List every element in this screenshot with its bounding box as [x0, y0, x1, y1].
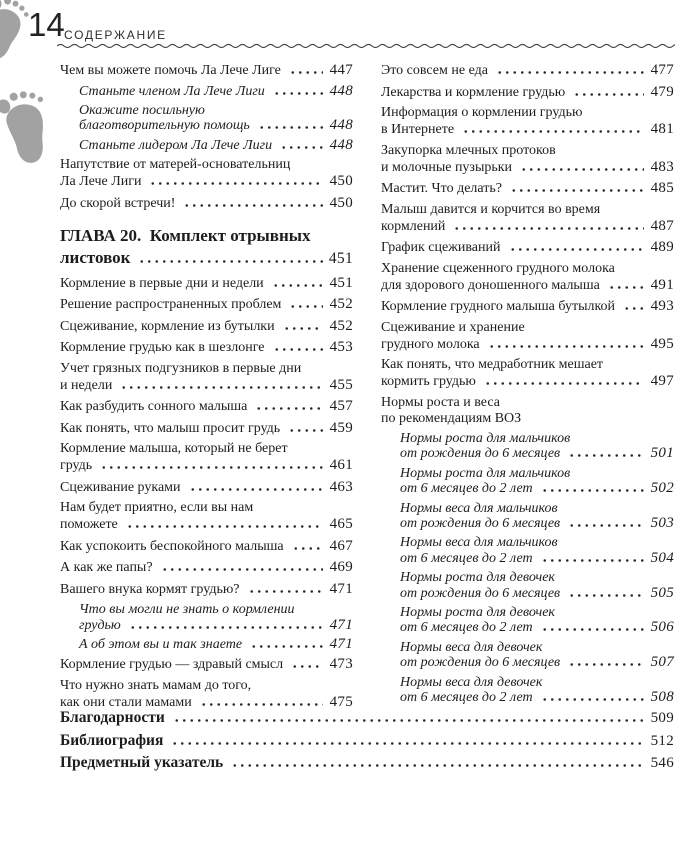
dot-leader [287, 303, 323, 308]
page-title: СОДЕРЖАНИЕ [64, 28, 167, 42]
toc-entry [381, 202, 674, 235]
toc-page-ref: 467 [329, 537, 353, 554]
toc-page-ref: 495 [650, 335, 674, 352]
toc-entry-title: в Интернете [381, 122, 455, 137]
toc-entry-title: Сцеживание руками [60, 479, 181, 495]
toc-entry-title: от 6 месяцев до 2 лет [400, 620, 533, 636]
toc-entry-title: Лекарства и кормление грудью [381, 84, 566, 100]
toc-entry [381, 431, 674, 462]
dot-leader [248, 643, 323, 648]
toc-page-ref: 447 [329, 62, 353, 78]
dot-leader [507, 246, 645, 251]
toc-entry-title: от рождения до 6 месяцев [400, 446, 561, 462]
dot-leader [606, 284, 644, 289]
toc-left-column [60, 62, 353, 715]
toc-entry-title: Библиография [60, 731, 164, 749]
toc-page-ref: 487 [650, 217, 674, 234]
dot-leader [486, 343, 644, 348]
toc-entry-line: Сцеживание и хранение [381, 319, 525, 335]
toc-entry-title: от рождения до 6 месяцев [400, 516, 561, 532]
dot-leader [566, 522, 644, 527]
toc-entry-title: Кормление грудного малыша бутылкой [381, 299, 616, 314]
toc-page-ref: 501 [650, 445, 674, 462]
dot-leader [566, 452, 644, 457]
dot-leader [539, 487, 644, 492]
toc-entry [381, 357, 674, 390]
toc-entry [381, 261, 674, 294]
toc-page-ref: 453 [329, 339, 353, 356]
toc-entry [60, 62, 353, 79]
toc-entry [381, 675, 674, 706]
dot-leader [270, 282, 323, 287]
dot-leader [289, 663, 323, 668]
toc-entry [381, 605, 674, 636]
toc-entry-title: листовок [60, 247, 131, 267]
toc-entry [381, 84, 674, 101]
toc-entry [60, 538, 353, 555]
toc-entry-line: Нормы веса для мальчиков [400, 500, 558, 516]
toc-entry [60, 420, 353, 437]
toc-page-ref: 471 [329, 635, 353, 652]
toc-entry [381, 640, 674, 671]
toc-page-ref: 485 [650, 180, 674, 196]
toc-entry-line: Кормление малыша, который не берет [60, 441, 288, 457]
toc-page-ref: 448 [329, 117, 353, 134]
dot-leader [539, 557, 644, 562]
toc-page-ref: 475 [329, 693, 353, 710]
toc-page-ref: 483 [650, 158, 674, 175]
toc-entry-line: Нормы веса для девочек [400, 674, 543, 690]
dot-leader [229, 762, 644, 767]
toc-page-ref: 507 [650, 654, 674, 671]
toc-page-ref: 471 [329, 580, 353, 597]
toc-page-ref: 452 [329, 296, 353, 313]
dot-leader [290, 545, 323, 550]
dot-leader [124, 523, 323, 528]
toc-entry-line: Нормы веса для девочек [400, 639, 543, 655]
toc-entry-title: Предметный указатель [60, 754, 224, 771]
dot-leader [187, 486, 323, 491]
toc-entry-line: Окажите посильную [79, 102, 205, 118]
toc-entry [60, 559, 353, 576]
toc-page-ref: 505 [650, 584, 674, 601]
toc-entry [381, 570, 674, 601]
toc-page-ref: 469 [329, 559, 353, 576]
toc-entry [60, 339, 353, 356]
dot-leader [287, 69, 323, 74]
toc-entry [60, 733, 674, 749]
page-number: 14 [28, 6, 65, 43]
toc-entry [381, 535, 674, 566]
toc-entry-title: от 6 месяцев до 2 лет [400, 690, 533, 706]
dot-leader [482, 380, 644, 385]
toc-entry-line: Нормы роста для мальчиков [400, 431, 571, 446]
toc-page-ref: 465 [329, 516, 353, 533]
toc-entry-title: благотворительную помощь [79, 118, 250, 134]
toc-entry-title: До скорой встречи! [60, 195, 176, 211]
toc-entry [60, 500, 353, 533]
baby-footprint-icon [0, 79, 69, 176]
dot-leader [159, 566, 323, 571]
dot-leader [571, 91, 644, 96]
toc-entry [60, 318, 353, 335]
toc-entry [60, 138, 353, 153]
toc-entry [381, 180, 674, 197]
toc-entry [60, 157, 353, 190]
dot-leader [566, 592, 644, 597]
toc-page-ref: 502 [650, 480, 674, 497]
toc-entry [60, 678, 353, 711]
toc-page-ref: 489 [650, 239, 674, 255]
toc-entry-title: Кормление грудью как в шезлонге [60, 340, 265, 356]
toc-entry-title: Это совсем не еда [381, 63, 488, 78]
toc-entry-line: Напутствие от матерей-основательниц [60, 157, 291, 173]
toc-entry-title: от рождения до 6 месяцев [400, 655, 561, 671]
toc-entry-title: для здорового доношенного малыша [381, 277, 600, 293]
toc-entry [60, 710, 674, 726]
toc-entry [60, 656, 353, 673]
toc-entry-title: от рождения до 6 месяцев [400, 585, 561, 601]
toc-entry-line: Малыш давится и корчится во время [381, 201, 601, 217]
toc-entry-title: по рекомендациям ВОЗ [381, 410, 522, 426]
toc-page-ref: 497 [650, 373, 674, 389]
dot-leader [508, 187, 644, 192]
toc-entry [381, 62, 674, 79]
toc-entry-title: Благодарности [60, 709, 165, 726]
toc-entry-title: Сцеживание, кормление из бутылки [60, 318, 275, 334]
dot-leader [147, 180, 323, 185]
toc-entry [60, 225, 353, 270]
toc-entry [60, 602, 353, 633]
toc-entry [60, 195, 353, 212]
dot-leader [539, 696, 644, 701]
toc-page-ref: 459 [329, 419, 353, 436]
toc-entry-title: Как успокоить беспокойного малыша [60, 538, 284, 554]
toc-page-ref: 471 [329, 616, 353, 633]
dot-leader [198, 701, 323, 706]
toc-page-ref: 448 [329, 136, 353, 153]
toc-page-ref: 546 [650, 755, 674, 771]
toc-entry [60, 275, 353, 292]
dot-leader [460, 128, 644, 133]
toc-entry-title: грудью [79, 617, 121, 633]
toc-entry [381, 239, 674, 256]
toc-entry-title: Решение распространенных проблем [60, 297, 282, 313]
toc-entry-line: Что нужно знать мамам до того, [60, 677, 252, 693]
toc-page-ref: 479 [650, 83, 674, 100]
toc-entry-title: Как понять, что малыш просит грудь [60, 420, 281, 436]
dot-leader [518, 166, 644, 171]
dot-leader [278, 144, 323, 149]
dot-leader [621, 305, 644, 310]
toc-entry-line: ГЛАВА 20. Комплект отрывных [60, 225, 311, 245]
dot-leader [256, 124, 323, 129]
dot-leader [98, 464, 323, 469]
toc-page-ref: 455 [329, 376, 353, 393]
toc-entry [60, 296, 353, 313]
toc-entry-line: Как понять, что медработник мешает [381, 357, 604, 372]
toc-columns [60, 62, 674, 715]
toc-entry-line: Хранение сцеженного грудного молока [381, 260, 615, 276]
toc-entry [60, 361, 353, 394]
toc-entry [60, 398, 353, 415]
toc-page-ref: 493 [650, 298, 674, 314]
dot-leader [566, 661, 644, 666]
toc-page-ref: 491 [650, 276, 674, 293]
toc-entry [381, 395, 674, 427]
dot-leader [253, 405, 323, 410]
toc-entry [381, 105, 674, 138]
toc-page-ref: 452 [329, 317, 353, 334]
dot-leader [118, 384, 323, 389]
toc-page-ref: 451 [328, 249, 353, 267]
toc-entry-title: Станьте лидером Ла Лече Лиги [79, 137, 273, 153]
wavy-divider [57, 41, 675, 51]
toc-bottom-section [60, 710, 674, 778]
toc-entry-line: Нормы роста для мальчиков [400, 465, 571, 481]
toc-entry [60, 479, 353, 496]
toc-page-ref: 463 [329, 478, 353, 495]
toc-page-ref: 448 [329, 82, 353, 99]
toc-right-column [381, 62, 674, 715]
toc-page-ref: 503 [650, 515, 674, 532]
toc-page-ref: 450 [329, 194, 353, 211]
toc-page-ref: 451 [329, 274, 353, 291]
toc-entry-line: Нормы веса для мальчиков [400, 535, 558, 551]
toc-entry [60, 637, 353, 652]
toc-page-ref: 504 [650, 549, 674, 566]
toc-entry-title: как они стали мамами [60, 694, 192, 710]
toc-entry-title: Вашего внука кормят грудью? [60, 581, 240, 597]
toc-entry-title: Станьте членом Ла Лече Лиги [79, 83, 265, 99]
dot-leader [136, 258, 323, 263]
toc-entry [381, 501, 674, 532]
toc-entry-title: от 6 месяцев до 2 лет [400, 481, 533, 497]
toc-entry [60, 755, 674, 771]
dot-leader [286, 427, 323, 432]
toc-entry-title: Мастит. Что делать? [381, 181, 502, 196]
dot-leader [281, 325, 323, 330]
toc-page-ref: 481 [650, 121, 674, 137]
toc-entry-title: кормлений [381, 218, 446, 234]
toc-entry-line: Нормы роста для девочек [400, 605, 555, 621]
toc-entry-title: Кормление в первые дни и недели [60, 275, 264, 291]
toc-entry-line: Информация о кормлении грудью [381, 105, 583, 120]
toc-entry-line: Нам будет приятно, если вы нам [60, 500, 254, 516]
toc-entry [60, 441, 353, 474]
toc-page-ref: 450 [329, 173, 353, 190]
toc-entry-title: А об этом вы и так знаете [79, 636, 243, 652]
toc-entry-title: от 6 месяцев до 2 лет [400, 550, 533, 566]
toc-entry [60, 84, 353, 99]
toc-entry-title: А как же папы? [60, 560, 153, 576]
toc-page-ref: 508 [650, 689, 674, 706]
dot-leader [494, 69, 644, 74]
dot-leader [271, 90, 323, 95]
toc-page-ref: 461 [329, 457, 353, 474]
toc-entry-title: Чем вы можете помочь Ла Лече Лиге [60, 63, 281, 78]
toc-entry-title: грудного молока [381, 336, 480, 352]
toc-entry [381, 320, 674, 353]
toc-entry-title: поможете [60, 517, 118, 533]
toc-entry-line: Что вы могли не знать о кормлении [79, 602, 295, 618]
toc-page-ref: 506 [650, 619, 674, 636]
toc-entry [60, 581, 353, 598]
toc-entry [381, 298, 674, 315]
dot-leader [271, 346, 324, 351]
toc-page-ref: 512 [650, 732, 674, 749]
toc-page-ref: 457 [329, 398, 353, 415]
toc-entry-title: График сцеживаний [381, 240, 501, 255]
toc-entry-title: Кормление грудью — здравый смысл [60, 657, 284, 673]
toc-entry [381, 143, 674, 176]
dot-leader [539, 626, 644, 631]
toc-entry-title: грудь [60, 458, 93, 474]
dot-leader [127, 624, 323, 629]
dot-leader [181, 202, 323, 207]
toc-entry [381, 466, 674, 497]
dot-leader [246, 588, 324, 593]
dot-leader [451, 225, 644, 230]
toc-entry-line: Учет грязных подгузников в первые дни [60, 360, 302, 376]
toc-page-ref: 477 [650, 62, 674, 78]
toc-page-ref: 473 [329, 656, 353, 673]
toc-entry-title: и недели [60, 377, 113, 393]
toc-page-ref: 509 [650, 710, 674, 726]
toc-entry-title: Ла Лече Лиги [60, 174, 142, 190]
toc-entry [60, 103, 353, 134]
dot-leader [169, 740, 644, 745]
toc-entry-title: Как разбудить сонного малыша [60, 399, 248, 415]
toc-entry-line: Нормы роста и веса [381, 394, 500, 410]
toc-entry-line: Закупорка млечных протоков [381, 142, 556, 158]
toc-entry-line: Нормы роста для девочек [400, 570, 555, 586]
dot-leader [171, 717, 644, 722]
toc-entry-title: кормить грудью [381, 374, 476, 389]
toc-entry-title: и молочные пузырьки [381, 159, 513, 175]
